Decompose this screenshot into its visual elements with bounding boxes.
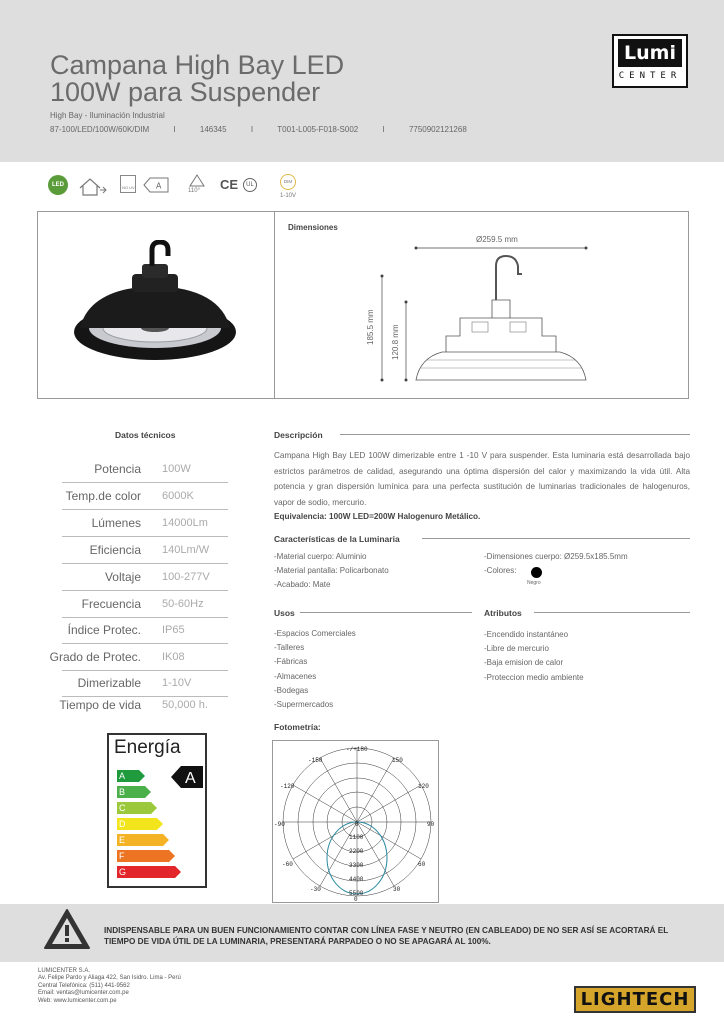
svg-text:4400: 4400: [349, 876, 364, 883]
spec-value: 100W: [162, 463, 191, 475]
footer-web: Web: www.lumicenter.com.pe: [38, 997, 117, 1004]
code-separator: I: [382, 125, 385, 134]
photometry-polar-chart: [272, 740, 439, 903]
colors-label: -Colores:: [484, 566, 517, 576]
footer-phone: Central Telefónica: (511) 441-9562: [38, 982, 130, 989]
spec-label: Eficiencia: [89, 543, 141, 557]
logo-center: CENTER: [618, 71, 682, 81]
spec-label: Voltaje: [104, 570, 141, 584]
characteristics-list-right: [484, 550, 628, 578]
led-icon: LED: [48, 175, 68, 195]
spec-label: Frecuencia: [81, 597, 141, 611]
usos-list: [274, 627, 356, 712]
characteristics-list-left: [274, 550, 389, 593]
svg-text:150: 150: [392, 757, 403, 764]
svg-text:2200: 2200: [349, 848, 364, 855]
svg-text:-150: -150: [308, 757, 323, 764]
usos-rule: [300, 612, 472, 613]
spec-row: [62, 564, 228, 591]
spec-row: [62, 591, 228, 618]
svg-text:90: 90: [427, 821, 435, 828]
description-title: Descripción: [274, 430, 323, 440]
energy-title: Energía: [114, 737, 181, 758]
list-item: -Encendido instantáneo: [484, 630, 569, 639]
color-name: Negro: [527, 580, 541, 586]
color-swatch-black: [531, 567, 542, 578]
list-item: -Proteccion medio ambiente: [484, 672, 584, 682]
energy-label: [107, 733, 207, 888]
svg-text:-60: -60: [282, 861, 293, 868]
beam-angle-label: 110°: [188, 188, 200, 194]
code-separator: I: [250, 125, 254, 134]
spec-value: 1-10V: [162, 677, 192, 689]
atributos-title: Atributos: [484, 608, 522, 618]
dimmable-icon: DIM: [280, 174, 296, 190]
spec-label: Potencia: [94, 462, 141, 476]
product-photo: [70, 240, 250, 370]
spec-label: Dimerizable: [77, 676, 141, 690]
svg-text:60: 60: [418, 861, 426, 868]
list-item: -Baja emision de calor: [484, 658, 564, 668]
footer-email: Email: ventas@lumicenter.com.pe: [38, 990, 129, 997]
energy-band-g: G: [117, 866, 175, 878]
footer-address: Av. Felipe Pardo y Aliaga 422, San Isidro. Lima - Perú: [38, 975, 181, 982]
energy-band-c: C: [117, 802, 151, 814]
list-item: -Material cuerpo: Aluminio: [274, 552, 367, 561]
svg-text:A: A: [156, 181, 162, 191]
list-item: -Almacenes: [274, 671, 317, 681]
list-item: -Talleres: [274, 643, 305, 653]
title-line-1: Campana High Bay LED: [50, 50, 345, 80]
footer-company: LUMICENTER S.A.: [38, 968, 91, 974]
dimmable-range: 1-10V: [280, 193, 297, 199]
certification-icons: [48, 172, 348, 204]
energy-band-f: F: [117, 850, 169, 862]
svg-text:-/+180: -/+180: [346, 746, 368, 753]
svg-text:0: 0: [354, 896, 358, 903]
product-subtitle: High Bay - Iluminación Industrial: [50, 111, 165, 120]
house-mount-icon: [78, 176, 108, 196]
spec-label: Lúmenes: [91, 516, 141, 530]
spec-label: Tiempo de vida: [59, 698, 141, 712]
spec-label: Grado de Protec.: [49, 650, 141, 664]
lightech-logo: LIGHTECH: [574, 986, 696, 1013]
product-title: [50, 52, 344, 106]
item-code: 146345: [199, 125, 227, 134]
energy-band-a: A: [117, 770, 139, 782]
photometry-title: Fotometría:: [274, 722, 321, 732]
description-text: Campana High Bay LED 100W dimerizable entre 1 -10 V para suspender. Esta luminaria está desarrollada bajo estrictos parámetros de calidad, asegurando una óptima dispersión del calor y maximizando la vida útil. Alta potencia y gran dispersión lumínica para una perfecta sustitución de luminarias tradicionales de halogenuros, vapor de sodio, mercurio.: [274, 451, 690, 507]
svg-text:1100: 1100: [349, 834, 364, 841]
list-item: -Libre de mercurio: [484, 644, 549, 654]
energy-class-icon: [143, 177, 169, 193]
spec-value: IK08: [162, 651, 185, 663]
reference-code: T001-L005-F018-S002: [277, 125, 359, 134]
spec-row: [62, 483, 228, 510]
code-separator: I: [173, 125, 176, 134]
svg-text:5500: 5500: [349, 890, 364, 897]
spec-value: 6000K: [162, 490, 194, 502]
warning-icon: [43, 908, 91, 950]
beam-angle-icon: [188, 174, 206, 188]
spec-value: 50-60Hz: [162, 598, 204, 610]
svg-text:3300: 3300: [349, 862, 364, 869]
spec-value: 50,000 h.: [162, 699, 208, 711]
title-line-2: 100W para Suspender: [50, 77, 321, 107]
spec-row: [62, 510, 228, 537]
ce-mark-icon: CE: [220, 177, 239, 192]
svg-text:-120: -120: [280, 783, 295, 790]
svg-text:120: 120: [418, 783, 429, 790]
dimensions-body: -Dimensiones cuerpo: Ø259.5x185.5mm: [484, 552, 628, 561]
list-item: -Supermercados: [274, 700, 334, 710]
spec-value: 100-277V: [162, 571, 210, 583]
spec-row: [59, 692, 228, 719]
spec-label: Temp.de color: [65, 489, 141, 503]
spec-row: [62, 537, 228, 564]
atributos-rule: [534, 612, 690, 613]
spec-value: 140Lm/W: [162, 544, 210, 556]
model-code: 87-100/LED/100W/60K/DIM: [50, 125, 150, 134]
footer-contact: [38, 968, 181, 1005]
characteristics-rule: [422, 538, 690, 539]
product-codes: [50, 125, 467, 134]
svg-text:-90: -90: [274, 821, 285, 828]
list-item: -Bodegas: [274, 685, 309, 695]
characteristics-title: Características de la Luminaria: [274, 534, 400, 544]
list-item: -Acabado: Mate: [274, 580, 331, 590]
description-rule: [340, 434, 690, 435]
spec-label: Índice Protec.: [67, 623, 141, 637]
energy-band-d: D: [117, 818, 157, 830]
energy-class-arrow: [171, 766, 203, 788]
spec-row: [62, 456, 228, 483]
ul-mark-icon: UL: [243, 178, 257, 192]
dimensions-drawing: [360, 240, 600, 385]
lumicenter-logo: [612, 34, 688, 88]
energy-band-e: E: [117, 834, 163, 846]
svg-text:0: 0: [355, 821, 359, 828]
spec-value: IP65: [162, 624, 185, 636]
usos-title: Usos: [274, 608, 295, 618]
specs-title: Datos técnicos: [115, 430, 176, 440]
logo-lumi: Lumi: [618, 39, 682, 67]
dimension-body-height: 120.8 mm: [391, 324, 400, 360]
dimensions-title: Dimensiones: [288, 223, 338, 232]
list-item: -Material pantalla: Policarbonato: [274, 566, 389, 576]
svg-text:30: 30: [393, 886, 401, 893]
dimension-diameter: Ø259.5 mm: [476, 235, 518, 244]
list-item: -Fábricas: [274, 657, 308, 667]
atributos-list: [484, 628, 584, 685]
dimension-total-height: 185.5 mm: [366, 309, 375, 345]
spec-row: [49, 644, 228, 671]
spec-value: 14000Lm: [162, 517, 208, 529]
energy-class-value: A: [185, 770, 196, 787]
equivalence-text: Equivalencia: 100W LED=200W Halogenuro Metálico.: [274, 512, 481, 521]
svg-text:-30: -30: [310, 886, 321, 893]
no-uv-icon: NO UV: [120, 175, 136, 193]
spec-row: [62, 617, 228, 644]
barcode-number: 7750902121268: [408, 125, 467, 134]
energy-band-b: B: [117, 786, 145, 798]
list-item: -Espacios Comerciales: [274, 629, 356, 638]
box-divider: [274, 212, 275, 398]
warning-text: INDISPENSABLE PARA UN BUEN FUNCIONAMIENTO CONTAR CON LÍNEA FASE Y NEUTRO (EN CABLEADO) DE NO SER ASÍ SE ACORTARÁ EL TIEMPO DE VIDA ÚTIL DE LA LUMINARIA, PRESENTARÁ PARPADEO O NO SE APAGARÁ AL 100%.: [104, 926, 669, 946]
